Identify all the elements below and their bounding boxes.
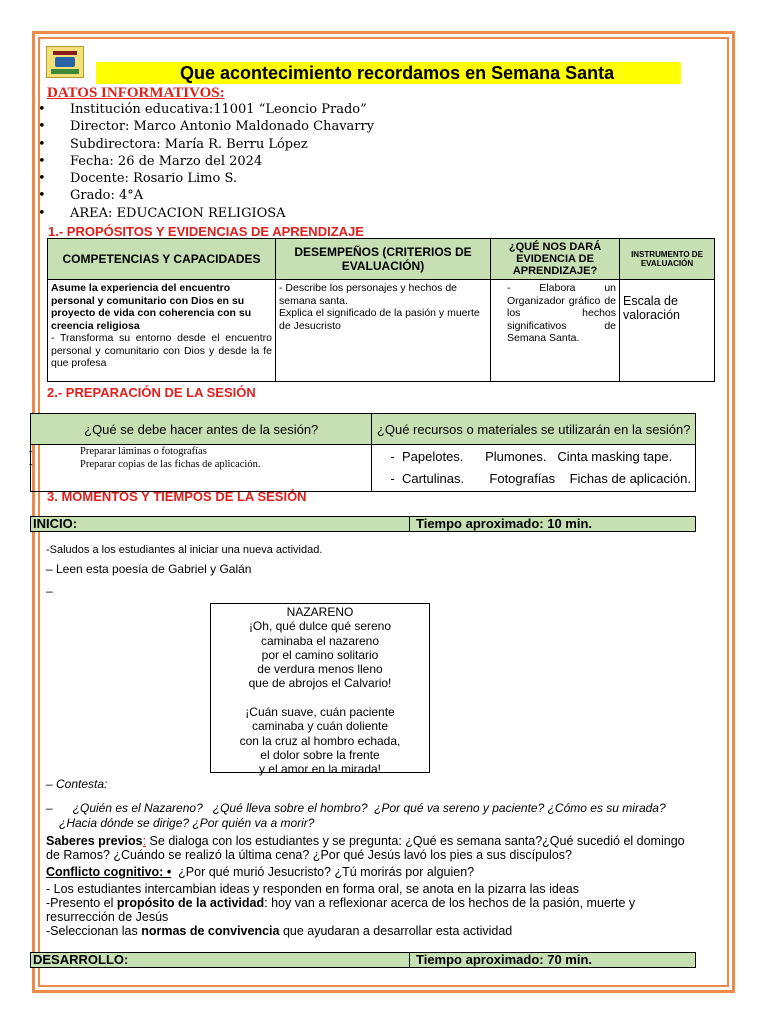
competencia-sub: - Transforma su entorno desde el encuentro personal y comunitario con Dios y desde la fe que profesa	[51, 332, 272, 369]
section-1-heading: 1.- PROPÓSITOS Y EVIDENCIAS DE APRENDIZAJE	[48, 224, 364, 239]
cell-instrumento: Escala de valoración	[620, 280, 715, 382]
poem-line: caminaba el nazareno	[260, 633, 380, 648]
inicio-label: INICIO:	[33, 516, 78, 531]
poem-line: y el amor en la mirada!	[258, 762, 382, 777]
info-item: • Grado: 4°A	[38, 187, 374, 204]
actividad-line-1: - Los estudiantes intercambian ideas y responden en forma oral, se anota en la pizarra las ideas	[46, 882, 579, 896]
poem-line: con la cruz al hombro echada,	[239, 733, 401, 748]
desarrollo-bar	[30, 952, 696, 968]
inicio-bar	[30, 516, 696, 532]
info-item: • Docente: Rosario Limo S.	[38, 170, 374, 187]
preparacion-table	[30, 413, 696, 492]
school-logo-icon	[46, 46, 84, 78]
header-recursos: ¿Qué recursos o materiales se utilizarán en la sesión?	[372, 414, 696, 445]
saberes-text: Se dialoga con los estudiantes y se pregunta: ¿Qué es semana santa?¿Qué sucedió el domingo	[146, 834, 685, 848]
section-2-heading: 2.- PREPARACIÓN DE LA SESIÓN	[47, 385, 256, 400]
info-item: • Subdirectora: María R. Berru López	[38, 136, 374, 153]
actividad-line-3: resurrección de Jesús	[46, 910, 169, 924]
preguntas-line-2: ¿Hacia dónde se dirige? ¿Por quién va a morir?	[59, 816, 315, 830]
info-item: • Director: Marco Antonio Maldonado Chavarry	[38, 118, 374, 135]
header-evidencia: ¿QUÉ NOS DARÁ EVIDENCIA DE APRENDIZAJE?	[491, 239, 620, 280]
proposito-label: propósito de la actividad	[116, 896, 265, 910]
antes-item: - Preparar copias de las fichas de aplicación.	[35, 459, 367, 472]
poem-line: ¡Oh, qué dulce qué sereno	[248, 619, 392, 634]
desarrollo-label: DESARROLLO:	[33, 952, 129, 967]
saberes-line-1	[46, 834, 685, 848]
header-instrumento: INSTRUMENTO DE EVALUACIÓN	[620, 239, 715, 280]
poem-line: el dolor sobre la frente	[260, 747, 380, 762]
cell-antes	[31, 445, 372, 492]
cell-evidencia: - Elabora un Organizador gráfico de los hechos significativos de Semana Santa.	[491, 280, 620, 382]
info-item: • AREA: EDUCACION RELIGIOSA	[38, 205, 374, 222]
page-title: Que acontecimiento recordamos en Semana Santa	[180, 63, 615, 83]
conflicto-text: ¿Por qué murió Jesucristo? ¿Tú morirás por alguien?	[171, 865, 475, 879]
saludos-text: -Saludos a los estudiantes al iniciar una nueva actividad.	[46, 544, 323, 556]
leen-text: – Leen esta poesía de Gabriel y Galán	[46, 562, 252, 576]
normas-prefix: -Seleccionan las	[46, 924, 142, 938]
header-desempenos: DESEMPEÑOS (CRITERIOS DE EVALUACIÓN)	[276, 239, 491, 280]
preguntas-line-1: – ¿Quién es el Nazareno? ¿Qué lleva sobre el hombro? ¿Por qué va sereno y paciente? ¿Cómo es su mirada?	[46, 801, 666, 815]
cell-recursos	[372, 445, 696, 492]
normas-text: que ayudaran a desarrollar esta actividad	[279, 924, 513, 938]
contesta-text: – Contesta:	[46, 777, 108, 791]
saberes-line-2: de Ramos? ¿Cuándo se realizó la última cena? ¿Por qué Jesús lavó los pies a sus discípulos?	[46, 848, 572, 862]
poem-line: que de abrojos el Calvario!	[248, 676, 392, 691]
saberes-colon: :	[142, 834, 147, 848]
competencia-main: Asume la experiencia del encuentro personal y comunitario con Dios en su proyecto de vida con coherencia con su creencia religiosa	[51, 282, 252, 332]
desarrollo-tiempo: Tiempo aproximado: 70 min.	[416, 952, 593, 967]
conflicto-line	[46, 865, 474, 879]
actividad-line-2	[46, 896, 635, 910]
dash-text: –	[46, 584, 53, 598]
propositos-table	[47, 238, 715, 382]
recursos-line: - Cartulinas. Fotografías Fichas de aplicación.	[390, 471, 691, 486]
section-3-heading: 3. MOMENTOS Y TIEMPOS DE LA SESIÓN	[47, 489, 307, 504]
poem-title: NAZARENO	[286, 605, 354, 619]
poem-line	[211, 691, 429, 705]
recursos-line: - Papelotes. Plumones. Cinta masking tape.	[390, 449, 673, 464]
proposito-prefix: -Presento el	[46, 896, 117, 910]
normas-label: normas de convivencia	[141, 924, 280, 938]
info-item: • Fecha: 26 de Marzo del 2024	[38, 153, 374, 170]
cell-desempeno: - Describe los personajes y hechos de semana santa. Explica el significado de la pasión y muerte de Jesucristo	[276, 280, 491, 382]
saberes-label: Saberes previos	[46, 834, 143, 848]
info-item: • Institución educativa:11001 “Leoncio Prado”	[38, 101, 374, 118]
inicio-tiempo: Tiempo aproximado: 10 min.	[416, 516, 593, 531]
header-competencias: COMPETENCIAS Y CAPACIDADES	[48, 239, 276, 280]
poem-line: de verdura menos lleno	[257, 662, 383, 677]
poem-line: ¡Cuán suave, cuán paciente	[245, 705, 395, 720]
actividad-line-4	[46, 924, 512, 938]
antes-item: - Preparar láminas o fotografías	[35, 446, 367, 459]
info-list	[38, 101, 374, 222]
header-antes: ¿Qué se debe hacer antes de la sesión?	[31, 414, 372, 445]
proposito-text: : hoy van a reflexionar acerca de los hechos de la pasión, muerte y	[264, 896, 636, 910]
poem-box	[210, 603, 430, 777]
poem-line: por el camino solitario	[261, 647, 379, 662]
conflicto-label: Conflicto cognitivo: •	[46, 865, 172, 879]
poem-line: caminaba y cuán doliente	[251, 719, 389, 734]
cell-competencia	[48, 280, 276, 382]
datos-heading: DATOS INFORMATIVOS:	[47, 85, 225, 101]
